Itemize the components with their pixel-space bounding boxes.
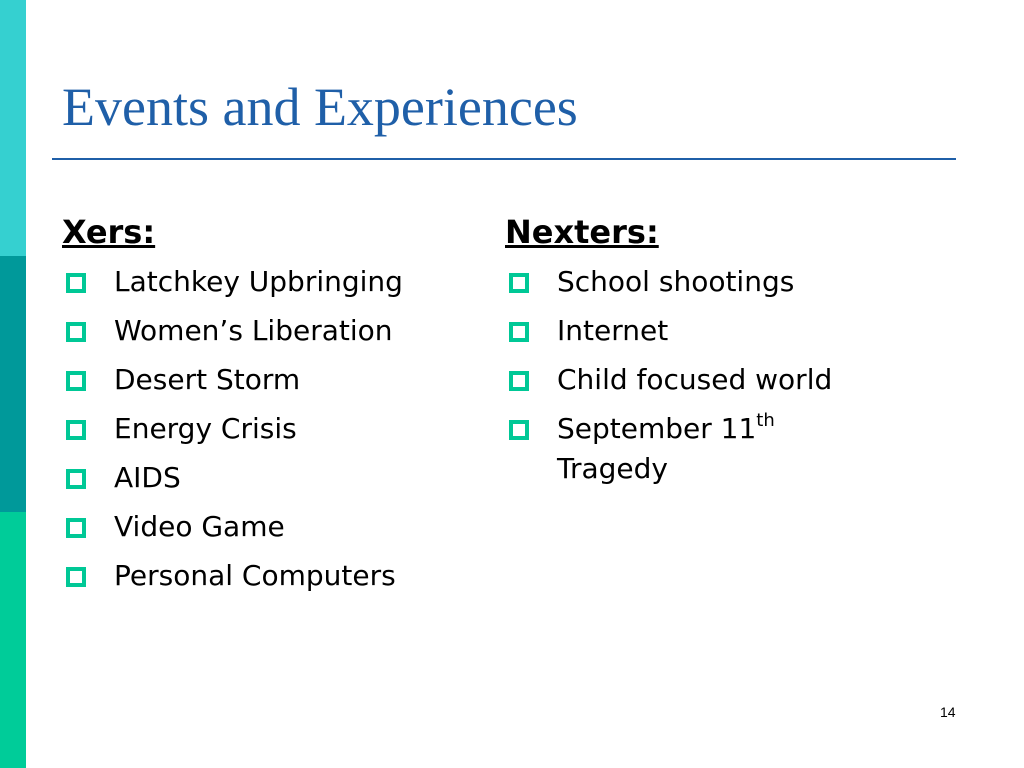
title-divider <box>52 158 956 160</box>
square-bullet-icon <box>66 518 86 538</box>
slide-title: Events and Experiences <box>62 77 578 137</box>
list-item <box>62 262 482 302</box>
square-bullet-icon <box>66 420 86 440</box>
square-bullet-icon <box>66 469 86 489</box>
square-bullet-icon <box>66 322 86 342</box>
list-item <box>62 360 482 400</box>
list-item-text: Internet <box>557 314 669 347</box>
page-number: 14 <box>940 704 956 720</box>
ordinal-superscript: th <box>756 410 775 431</box>
list-item-text: Women’s Liberation <box>114 314 393 347</box>
xers-column <box>62 208 482 605</box>
list-item <box>505 360 955 400</box>
xers-bullet-list <box>62 262 482 596</box>
nexters-heading: Nexters: <box>505 213 659 251</box>
sidebar-accent-middle <box>0 256 26 512</box>
nexters-column <box>505 208 955 498</box>
list-item-text: Desert Storm <box>114 363 301 396</box>
sidebar-accent-top <box>0 0 26 256</box>
square-bullet-icon <box>509 371 529 391</box>
list-item <box>62 556 482 596</box>
list-item-text: School shootings <box>557 265 795 298</box>
list-item-text: Child focused world <box>557 363 833 396</box>
list-item-continuation: Tragedy <box>557 452 669 485</box>
sidebar-accent-bottom <box>0 512 26 768</box>
square-bullet-icon <box>509 322 529 342</box>
square-bullet-icon <box>66 371 86 391</box>
square-bullet-icon <box>66 567 86 587</box>
list-item-text: Video Game <box>114 510 285 543</box>
list-item <box>62 507 482 547</box>
list-item-text: September 11 <box>557 412 757 445</box>
nexters-bullet-list <box>505 262 955 489</box>
list-item <box>505 311 955 351</box>
square-bullet-icon <box>66 273 86 293</box>
list-item <box>62 458 482 498</box>
square-bullet-icon <box>509 273 529 293</box>
list-item <box>505 409 955 489</box>
square-bullet-icon <box>509 420 529 440</box>
xers-heading: Xers: <box>62 213 156 251</box>
list-item <box>62 409 482 449</box>
list-item-text: Personal Computers <box>114 559 396 592</box>
list-item-text: Latchkey Upbringing <box>114 265 403 298</box>
list-item <box>62 311 482 351</box>
list-item-text: AIDS <box>114 461 181 494</box>
list-item <box>505 262 955 302</box>
list-item-text: Energy Crisis <box>114 412 297 445</box>
